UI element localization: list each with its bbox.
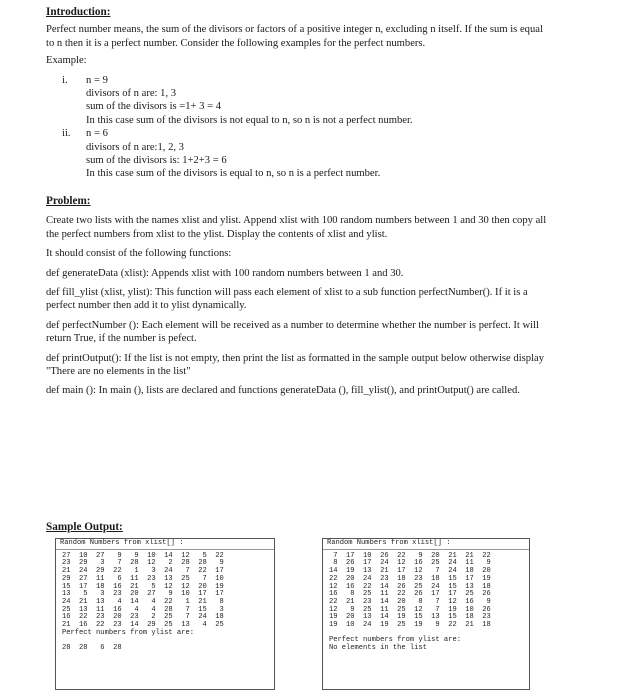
- def-fill-ylist-line-2: perfect number then add it to ylist dynamically.: [46, 300, 247, 312]
- document-body: [46, 6, 598, 398]
- terminal-divider: [56, 549, 274, 550]
- problem-heading: Problem:: [46, 194, 91, 207]
- sample-output-heading: Sample Output:: [46, 521, 123, 533]
- intro-paragraph-line-2: to n then it is a perfect number. Consider the following examples for the perfect numbers.: [46, 37, 426, 49]
- def-main: def main (): In main (), lists are declared and functions generateData (), fill_ylist(), and printOutput() are called.: [46, 385, 520, 397]
- example-item-1: [62, 74, 598, 128]
- introduction-heading: Introduction:: [46, 6, 111, 18]
- def-perfect-number-line-2: return True, if the number is pefect.: [46, 333, 197, 345]
- def-generate-data: def generateData (xlist): Appends xlist with 100 random numbers between 1 and 30.: [46, 267, 404, 279]
- example-line: sum of the divisors is =1+ 3 = 4: [86, 101, 222, 113]
- def-fill-ylist-line-1: def fill_ylist (xlist, ylist): This function will pass each element of xlist to a sub function perfectNumber(). If it is a: [46, 286, 528, 298]
- example-label: Example:: [46, 55, 87, 67]
- example-line: divisors of n are:1, 2, 3: [86, 141, 184, 153]
- terminal-divider: [323, 549, 529, 550]
- def-print-output-line-1: def printOutput(): If the list is not empty, then print the list as formatted in the sample output below otherwise display: [46, 352, 545, 364]
- def-print-output-line-2: "There are no elements in the list": [46, 365, 191, 377]
- terminal-output: 27 10 27 9 9 10 14 12 5 22 23 29 3 7 28 12 2 28 28 9 21 24 29 22 1 3 24 7 22 17 29 27 11 6 11 23 13 25 7 10 15 17 18 16 21 5 12 12 20 19 13 5 3 23 20 27 9 10 17 17 24 21 13 4 14 4 22 1 21 8 25 13 11 16 4 4 28 7 15 3 16 22 23 20 23 2 25 7 24 18 21 16 22 23 14 29 25 13 4 25 Perfect numbers from ylist are: 28 28 6 28: [62, 551, 224, 653]
- terminal-title: Random Numbers from xlist[] :: [327, 539, 451, 547]
- example-number: i.: [62, 74, 68, 86]
- terminal-title: Random Numbers from xlist[] :: [60, 539, 184, 547]
- def-perfect-number-line-1: def perfectNumber (): Each element will be received as a number to determine whether the number is perfect. It will: [46, 319, 539, 331]
- example-line: In this case sum of the divisors is equal to n, so n is a perfect number.: [86, 168, 381, 180]
- example-line: divisors of n are: 1, 3: [86, 88, 177, 100]
- example-line: sum of the divisors is: 1+2+3 = 6: [86, 155, 227, 167]
- problem-paragraph-line-2: the perfect numbers from xlist to the ylist. Display the contents of xlist and ylist.: [46, 228, 388, 240]
- sample-output-terminal-right: [322, 538, 530, 690]
- intro-paragraph-line-1: Perfect number means, the sum of the divisors or factors of a positive integer n, excluding n itself. If the sum is equal: [46, 24, 543, 36]
- example-number: ii.: [62, 128, 71, 140]
- example-item-2: [62, 127, 598, 181]
- example-line: In this case sum of the divisors is not equal to n, so n is not a perfect number.: [86, 114, 413, 126]
- example-line: n = 9: [86, 74, 108, 86]
- terminal-output: 7 17 10 26 22 9 20 21 21 22 8 26 17 24 12 16 25 24 11 9 14 19 13 21 17 12 7 24 18 20 22 20 24 23 18 23 18 15 17 19 12 16 22 14 26 25 24 15 13 18 16 8 25 11 22 26 17 17 25 26 22 21 23 14 20 8 7 12 16 9 12 9 25 11 25 12 7 19 10 26 19 20 13 14 19 15 13 15 18 23 19 10 24 19 25 19 9 22 21 18 Perfect numbers from ylist are: No elements in the list: [329, 551, 491, 653]
- problem-paragraph-line-1: Create two lists with the names xlist and ylist. Append xlist with 100 random numbers between 1 and 30 then copy all: [46, 215, 547, 227]
- example-line: n = 6: [86, 128, 108, 140]
- sample-output-terminal-left: [55, 538, 275, 690]
- functions-intro: It should consist of the following functions:: [46, 248, 232, 260]
